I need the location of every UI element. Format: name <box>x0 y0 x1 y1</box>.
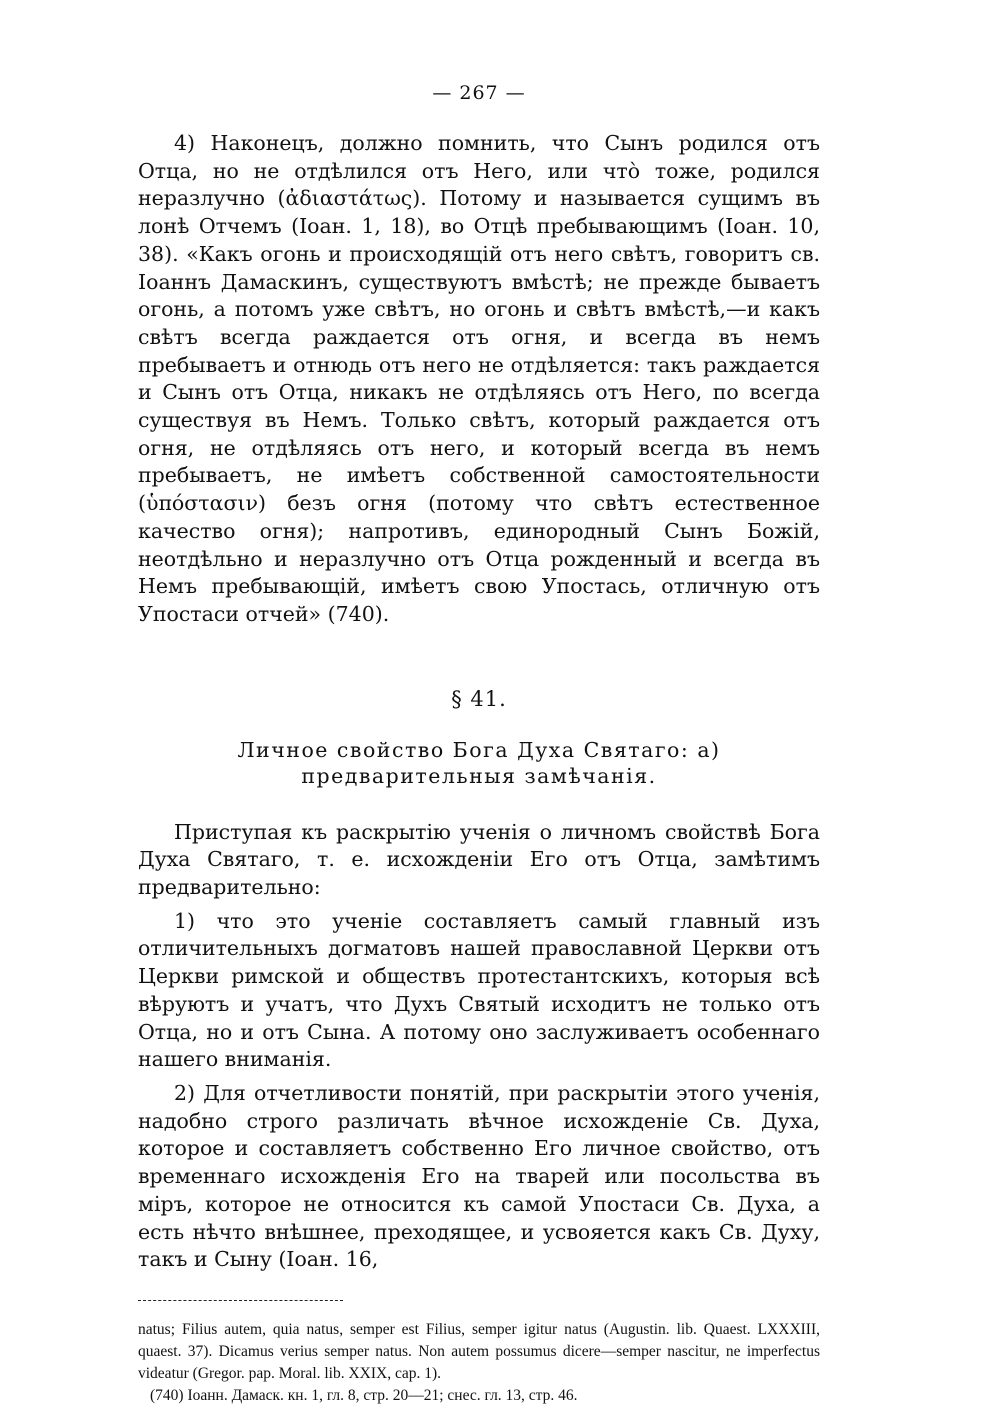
intro-paragraph: Приступая къ раскрытію ученія о личномъ свойствѣ Бога Духа Святаго, т. е. исхожденіи Его отъ Отца, замѣтимъ предварительно: <box>138 819 820 900</box>
point-1-paragraph: 1) что это ученіе составляетъ самый главный изъ отличительныхъ догматовъ нашей православной Церкви отъ Церкви римской и обществъ протестантскихъ, которыя всѣ вѣруютъ и учатъ, что Духъ Святый исходитъ не только отъ Отца, но и отъ Сына. А потому оно заслуживаетъ особеннаго нашего вниманія. <box>138 908 820 1072</box>
page <box>138 82 820 1407</box>
paragraph-4: 4) Наконецъ, должно помнить, что Сынъ родился отъ Отца, но не отдѣлился отъ Него, или что̀ тоже, родился неразлучно (ἀδιαστάτως). Потому и называется сущимъ въ лонѣ Отчемъ (Іоан. 1, 18), во Отцѣ пребывающимъ (Іоан. 10, 38). «Какъ огонь и происходящій отъ него свѣтъ, говоритъ св. Іоаннъ Дамаскинъ, существуютъ вмѣстѣ; не прежде бываетъ огонь, а потомъ уже свѣтъ, но огонь и свѣтъ вмѣстѣ,—и какъ свѣтъ всегда раждается отъ огня, и всегда въ немъ пребываетъ и отнюдь отъ него не отдѣляется: такъ раждается и Сынъ отъ Отца, никакъ не отдѣляясь отъ Него, по всегда существуя въ Немъ. Только свѣтъ, который раждается отъ огня, не отдѣляясь отъ него, и который всегда въ немъ пребываетъ, не имѣетъ собственной самостоятельности (ὑπόστασιν) безъ огня (потому что свѣтъ естественное качество огня); напротивъ, единородный Сынъ Божій, неотдѣльно и неразлучно отъ Отца рожденный и всегда въ Немъ пребывающій, имѣетъ свою Упостась, отличную отъ Упостаси отчей» (740). <box>138 131 820 626</box>
footnote-continuation: natus; Filius autem, quia natus, semper est Filius, semper igitur natus (Augustin. lib. Quaest. LXXXIII, quaest. 37). Dicamus verius semper natus. Non autem possumus dicere—semper nascitur, ne imperfectus videatur (Gregor. pap. Moral. lib. XXIX, cap. 1). <box>138 1320 820 1382</box>
footnote-740: (740) Іоанн. Дамаск. кн. 1, гл. 8, стр. 20—21; снес. гл. 13, стр. 46. <box>150 1386 578 1404</box>
section-number: § 41. <box>451 686 507 711</box>
point-2-paragraph: 2) Для отчетливости понятій, при раскрытіи этого ученія, надобно строго различать вѣчное исхожденіе Св. Духа, которое и составляетъ собственно Его личное свойство, отъ временнаго исхожденія Его на тварей или посольства въ міръ, которое не относится къ самой Упостаси Св. Духа, а есть нѣчто внѣшнее, преходящее, и усвояется какъ Св. Духу, такъ и Сыну (Іоан. 16, <box>138 1080 820 1272</box>
page-number: — 267 — <box>432 82 526 104</box>
footnote-rule <box>138 1300 343 1301</box>
section-title: Личное свойство Бога Духа Святаго: а) предварительныя замѣчанія. <box>237 737 721 788</box>
